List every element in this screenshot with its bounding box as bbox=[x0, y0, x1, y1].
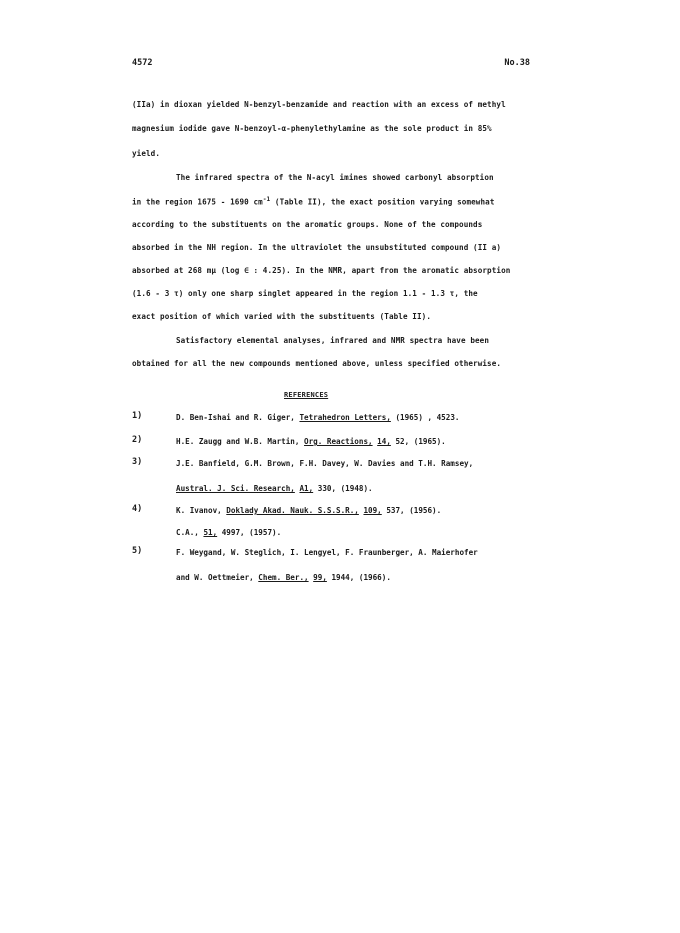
reference-text: (1965) , 4523. bbox=[390, 413, 460, 422]
reference-line bbox=[176, 573, 391, 582]
issue-number: No.38 bbox=[504, 58, 530, 68]
reference-text: 1944, (1966). bbox=[326, 573, 391, 582]
reference-citation: Doklady Akad. Nauk. S.S.S.R., bbox=[226, 506, 359, 515]
reference-citation: Austral. J. Sci. Research, bbox=[176, 484, 295, 493]
reference-text: 52, (1965). bbox=[390, 437, 446, 446]
reference-citation: Tetrahedron Letters, bbox=[299, 413, 391, 422]
text-line: (IIa) in dioxan yielded N-benzyl-benzamide and reaction with an excess of methyl bbox=[132, 100, 506, 109]
text-line: according to the substituents on the aromatic groups. None of the compounds bbox=[132, 220, 483, 229]
reference-text: and W. Oettmeier, bbox=[176, 573, 259, 582]
reference-text: 330, (1948). bbox=[313, 484, 373, 493]
reference-text: K. Ivanov, bbox=[176, 506, 227, 515]
reference-number: 5) bbox=[132, 546, 143, 556]
reference-citation: 109, bbox=[363, 506, 382, 515]
reference-line bbox=[176, 548, 478, 557]
superscript: -1 bbox=[262, 196, 271, 203]
reference-text: H.E. Zaugg and W.B. Martin, bbox=[176, 437, 305, 446]
text-line: (1.6 - 3 τ) only one sharp singlet appeared in the region 1.1 - 1.3 τ, the bbox=[132, 289, 478, 298]
text-line: exact position of which varied with the substituents (Table II). bbox=[132, 312, 431, 321]
text-line: obtained for all the new compounds mentioned above, unless specified otherwise. bbox=[132, 359, 502, 368]
text-line: Satisfactory elemental analyses, infrared and NMR spectra have been bbox=[176, 336, 490, 345]
reference-text: C.A., bbox=[176, 528, 204, 537]
reference-number: 1) bbox=[132, 411, 143, 421]
text-line: yield. bbox=[132, 149, 161, 158]
reference-number: 4) bbox=[132, 504, 143, 514]
text-line: absorbed at 268 mμ (log ∈ : 4.25). In the NMR, apart from the aromatic absorption bbox=[132, 266, 511, 275]
reference-line bbox=[176, 459, 473, 468]
text-line: absorbed in the NH region. In the ultraviolet the unsubstituted compound (II a) bbox=[132, 243, 502, 252]
reference-citation: 51, bbox=[203, 528, 218, 537]
text-fragment: (Table II), the exact position varying somewhat bbox=[274, 197, 495, 207]
reference-citation: A1, bbox=[299, 484, 314, 493]
reference-line bbox=[176, 506, 441, 515]
reference-text: 4997, (1957). bbox=[217, 528, 282, 537]
reference-text: 537, (1956). bbox=[381, 506, 442, 515]
reference-citation: 99, bbox=[313, 573, 327, 582]
reference-citation: Chem. Ber., bbox=[258, 573, 309, 582]
reference-line bbox=[176, 437, 446, 446]
page-number: 4572 bbox=[132, 58, 153, 68]
reference-line bbox=[176, 484, 373, 493]
reference-citation: Org. Reactions, bbox=[304, 437, 373, 446]
references-heading: REFERENCES bbox=[284, 391, 329, 399]
reference-text: J.E. Banfield, G.M. Brown, F.H. Davey, W. Davies and T.H. Ramsey, bbox=[176, 459, 474, 468]
text-line-ir bbox=[132, 196, 495, 207]
text-line: The infrared spectra of the N-acyl imines showed carbonyl absorption bbox=[176, 173, 494, 182]
reference-number: 3) bbox=[132, 457, 143, 467]
reference-number: 2) bbox=[132, 435, 143, 445]
reference-text: F. Weygand, W. Steglich, I. Lengyel, F. Fraunberger, A. Maierhofer bbox=[176, 548, 478, 557]
reference-line bbox=[176, 528, 281, 537]
reference-citation: 14, bbox=[377, 437, 391, 446]
reference-line bbox=[176, 413, 459, 422]
text-fragment: in the region 1675 - 1690 cm bbox=[132, 197, 263, 207]
reference-text: D. Ben-Ishai and R. Giger, bbox=[176, 413, 300, 422]
text-line: magnesium iodide gave N-benzoyl-α-phenylethylamine as the sole product in 85% bbox=[132, 124, 492, 133]
